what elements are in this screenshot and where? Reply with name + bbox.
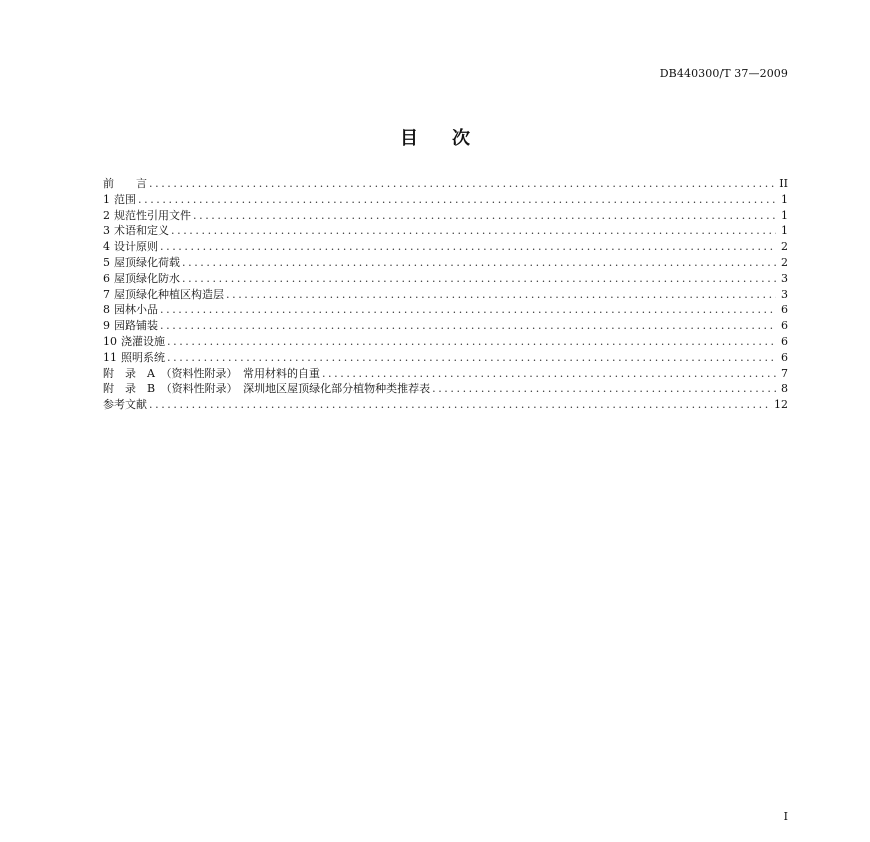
toc-entry-label: 附 录 B （资料性附录） 深圳地区屋顶绿化部分植物种类推荐表 <box>103 382 431 396</box>
toc-entry-label: 3 术语和定义 <box>103 224 169 238</box>
toc-entry-label: 9 园路铺装 <box>103 319 158 333</box>
toc-leader-dots <box>149 397 772 413</box>
toc-entry-page: 2 <box>781 255 788 269</box>
toc-entry-label: 参考文献 <box>103 398 147 412</box>
toc-title-left: 目 <box>400 128 418 149</box>
toc-entry-page: 3 <box>781 287 788 301</box>
toc-entry-page: 7 <box>781 366 788 380</box>
toc-entry-10[interactable] <box>103 334 788 350</box>
toc-entry-7[interactable] <box>103 287 788 303</box>
toc-entry-label: 6 屋顶绿化防水 <box>103 271 180 285</box>
toc-leader-dots <box>171 223 776 239</box>
toc-entry-appendix-a[interactable] <box>103 366 788 382</box>
toc-entry-9[interactable] <box>103 318 788 334</box>
toc-entry-number: 4 <box>103 240 110 254</box>
toc-entry-foreword[interactable] <box>103 176 788 192</box>
toc-entry-appendix-b[interactable] <box>103 381 788 397</box>
toc-entry-page: 6 <box>781 334 788 348</box>
page-number: I <box>783 810 788 823</box>
toc-entry-2[interactable] <box>103 208 788 224</box>
toc-entry-number: 8 <box>103 303 110 317</box>
toc-leader-dots <box>167 350 776 366</box>
toc-leader-dots <box>432 381 776 397</box>
table-of-contents <box>103 176 788 413</box>
toc-leader-dots <box>160 318 776 334</box>
toc-leader-dots <box>226 287 776 303</box>
toc-entry-number: 1 <box>103 192 110 206</box>
toc-entry-page: 12 <box>774 398 788 412</box>
toc-entry-label: 11 照明系统 <box>103 350 165 364</box>
toc-leader-dots <box>322 366 776 382</box>
toc-entry-number: 10 <box>103 334 117 348</box>
toc-entry-label: 5 屋顶绿化荷载 <box>103 255 180 269</box>
toc-entry-page: 6 <box>781 319 788 333</box>
toc-leader-dots <box>160 239 776 255</box>
toc-entry-number: 5 <box>103 255 110 269</box>
toc-entry-label: 10 浇灌设施 <box>103 334 165 348</box>
toc-entry-page: 3 <box>781 271 788 285</box>
toc-title <box>0 124 870 150</box>
toc-entry-page: II <box>779 177 788 190</box>
toc-leader-dots <box>182 255 776 271</box>
toc-entry-page: 1 <box>781 224 788 238</box>
toc-entry-page: 6 <box>781 350 788 364</box>
toc-entry-8[interactable] <box>103 302 788 318</box>
toc-entry-page: 1 <box>781 192 788 206</box>
toc-entry-number: 11 <box>103 350 117 364</box>
toc-leader-dots <box>138 192 776 208</box>
toc-entry-references[interactable] <box>103 397 788 413</box>
toc-entry-11[interactable] <box>103 350 788 366</box>
toc-entry-3[interactable] <box>103 223 788 239</box>
toc-entry-number: 7 <box>103 287 110 301</box>
toc-entry-label: 1 范围 <box>103 192 136 206</box>
toc-entry-label: 7 屋顶绿化种植区构造层 <box>103 287 224 301</box>
toc-entry-5[interactable] <box>103 255 788 271</box>
toc-entry-label: 2 规范性引用文件 <box>103 208 191 222</box>
toc-entry-page: 2 <box>781 240 788 254</box>
toc-entry-number: 9 <box>103 319 110 333</box>
toc-title-right: 次 <box>452 128 470 149</box>
document-code: DB440300/T 37—2009 <box>659 67 788 80</box>
toc-entry-4[interactable] <box>103 239 788 255</box>
toc-leader-dots <box>193 208 776 224</box>
toc-entry-1[interactable] <box>103 192 788 208</box>
toc-entry-page: 8 <box>781 382 788 396</box>
toc-entry-label: 8 园林小品 <box>103 303 158 317</box>
toc-entry-page: 1 <box>781 208 788 222</box>
toc-entry-label: 4 设计原则 <box>103 240 158 254</box>
toc-entry-label: 附 录 A （资料性附录） 常用材料的自重 <box>103 366 320 380</box>
toc-leader-dots <box>149 176 776 192</box>
toc-entry-6[interactable] <box>103 271 788 287</box>
toc-entry-page: 6 <box>781 303 788 317</box>
toc-entry-number: 6 <box>103 271 110 285</box>
toc-entry-label: 前 言 <box>103 177 147 190</box>
toc-leader-dots <box>182 271 776 287</box>
toc-entry-number: 3 <box>103 224 110 238</box>
toc-leader-dots <box>160 302 776 318</box>
toc-leader-dots <box>167 334 776 350</box>
toc-entry-number: 2 <box>103 208 110 222</box>
